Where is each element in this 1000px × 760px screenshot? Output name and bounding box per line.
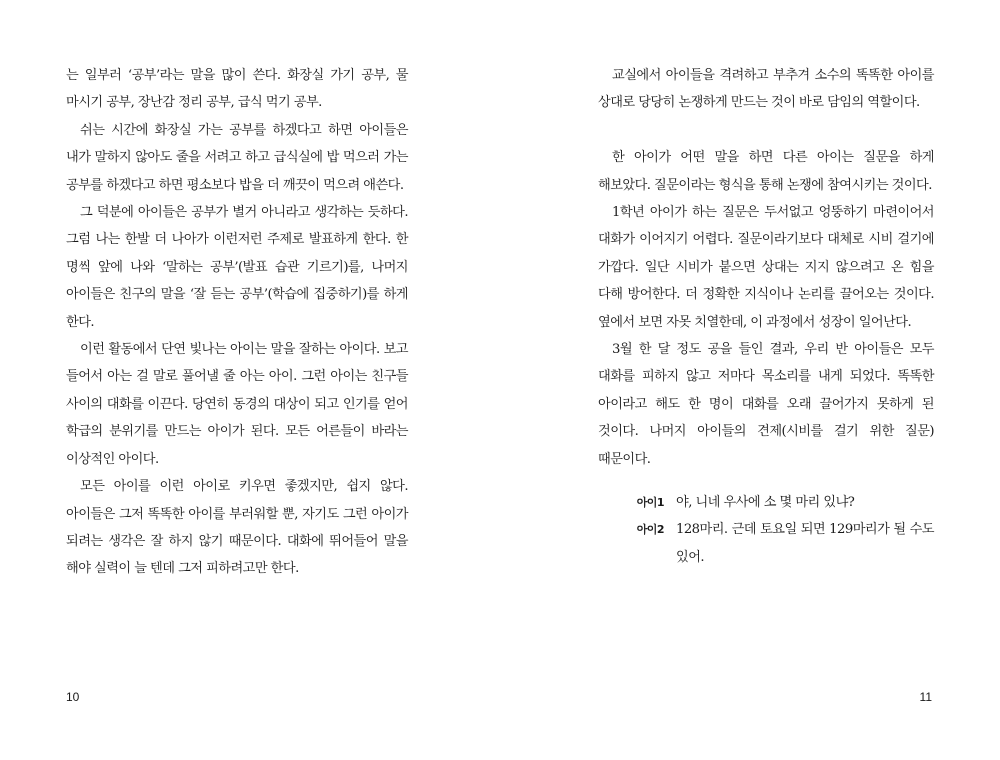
paragraph: 3월 한 달 정도 공을 들인 결과, 우리 반 아이들은 모두 대화를 피하지 않고 저마다 목소리를 내게 되었다. 똑똑한 아이라고 해도 한 명이 대화를 오래 끌어가지 못하게 된 것이다. 나머지 아이들의 견제(시비를 걸기 위한 질문) 때문이다.: [598, 342, 934, 467]
right-page: [598, 0, 934, 760]
page-number: 10: [66, 690, 80, 704]
left-page-body: [66, 62, 408, 583]
dialogue-speaker: 아이1: [636, 496, 664, 510]
paragraph: 그 덕분에 아이들은 공부가 별거 아니라고 생각하는 듯하다. 그럼 나는 한발 더 나아가 이런저런 주제로 발표하게 한다. 한 명씩 앞에 나와 ‘말하는 공부’(발표 습관 기르기)를, 나머지 아이들은 친구의 말을 ‘잘 듣는 공부’(학습에 집중하기)를 하게 한다.: [66, 205, 408, 330]
left-page: [66, 0, 408, 760]
paragraph: 한 아이가 어떤 말을 하면 다른 아이는 질문을 하게 해보았다. 질문이라는 형식을 통해 논쟁에 참여시키는 것이다.: [598, 150, 934, 193]
paragraph: 1학년 아이가 하는 질문은 두서없고 엉뚱하기 마련이어서 대화가 이어지기 어렵다. 질문이라기보다 대체로 시비 걸기에 가깝다. 일단 시비가 붙으면 상대는 지지 않으려고 온 힘을 다해 방어한다. 더 정확한 지식이나 논리를 끌어오는 것이다. 옆에서 보면 자못 치열한데, 이 과정에서 성장이 일어난다.: [598, 205, 934, 330]
dialogue-block: [598, 489, 934, 571]
page-number: 11: [919, 690, 932, 704]
paragraph: 교실에서 아이들을 격려하고 부추겨 소수의 똑똑한 아이를 상대로 당당히 논쟁하게 만드는 것이 바로 담임의 역할이다.: [598, 68, 934, 111]
dialogue-speaker: 아이2: [636, 523, 664, 537]
dialogue-row: [598, 489, 934, 516]
dialogue-line: 야, 니네 우사에 소 몇 마리 있냐?: [676, 495, 855, 511]
dialogue-line: 128마리. 근데 토요일 되면 129마리가 될 수도 있어.: [676, 522, 934, 565]
section-break: [598, 117, 934, 144]
paragraph: 모든 아이를 이런 아이로 키우면 좋겠지만, 쉽지 않다. 아이들은 그저 똑똑한 아이를 부러워할 뿐, 자기도 그런 아이가 되려는 생각은 잘 하지 않기 때문이다. 대화에 뛰어들어 말을 해야 실력이 늘 텐데 그저 피하려고만 한다.: [66, 479, 408, 577]
right-page-body: [598, 62, 934, 571]
dialogue-row: [598, 516, 934, 571]
paragraph: 쉬는 시간에 화장실 가는 공부를 하겠다고 하면 아이들은 내가 말하지 않아도 줄을 서려고 하고 급식실에 밥 먹으러 가는 공부를 하겠다고 하면 평소보다 밥을 더 깨끗이 먹으려 애쓴다.: [66, 122, 408, 193]
paragraph: 이런 활동에서 단연 빛나는 아이는 말을 잘하는 아이다. 보고 들어서 아는 걸 말로 풀어낼 줄 아는 아이. 그런 아이는 친구들 사이의 대화를 이끈다. 당연히 동경의 대상이 되고 인기를 얻어 학급의 분위기를 만드는 아이가 된다. 모든 어른들이 바라는 이상적인 아이다.: [66, 342, 408, 467]
paragraph: 는 일부러 ‘공부’라는 말을 많이 쓴다. 화장실 가기 공부, 물 마시기 공부, 장난감 정리 공부, 급식 먹기 공부.: [66, 68, 408, 111]
